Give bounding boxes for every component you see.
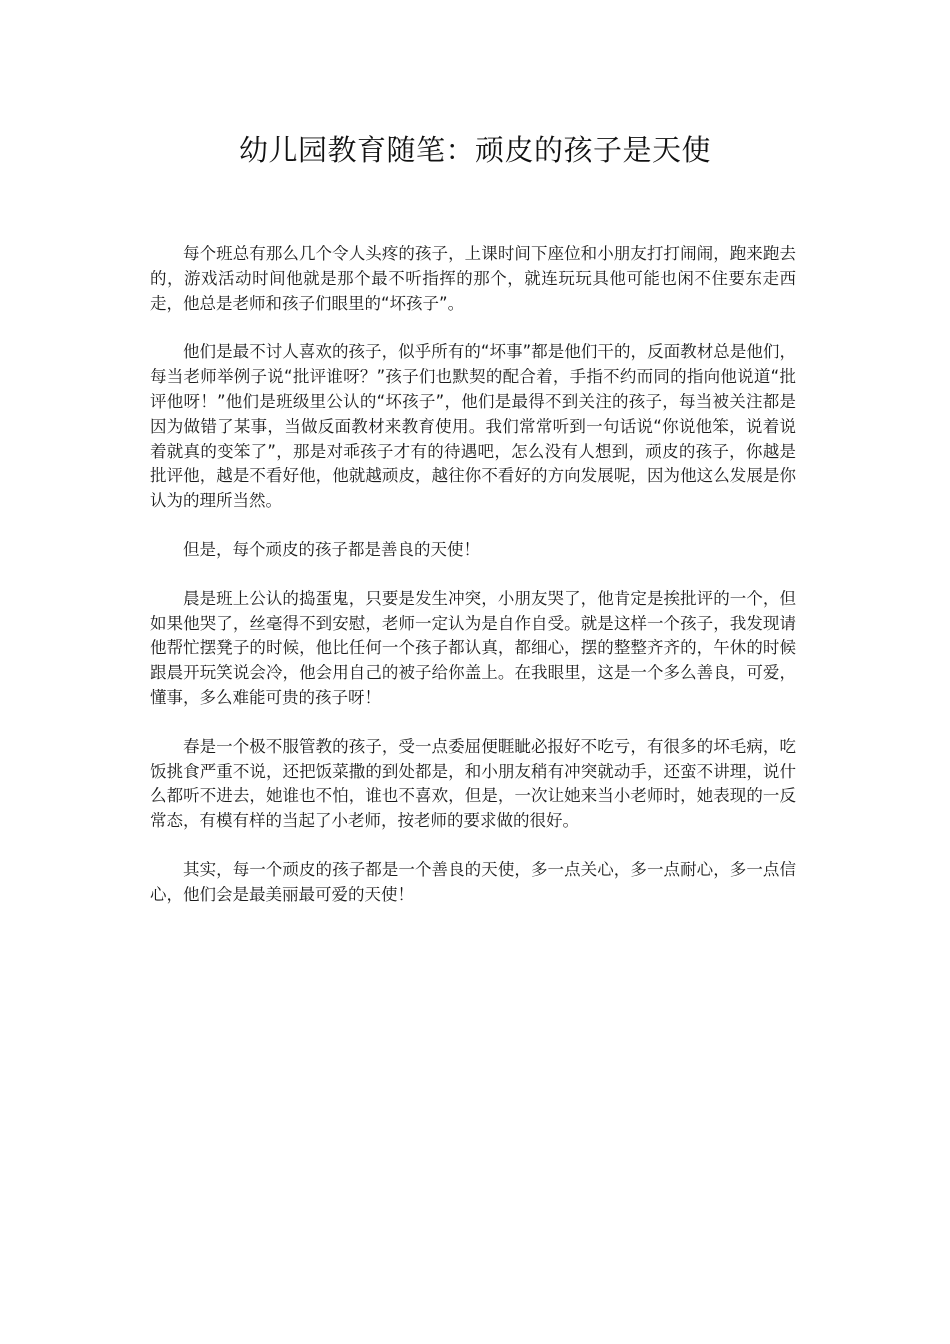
paragraph: 但是，每个顽皮的孩子都是善良的天使！: [183, 539, 480, 559]
document-body: [150, 242, 796, 932]
paragraph: 晨是班上公认的捣蛋鬼，只要是发生冲突，小朋友哭了，他肯定是挨批评的一个，但如果他哭了，丝毫得不到安慰，老师一定认为是自作自受。就是这样一个孩子，我发现请他帮忙摆凳子的时候，他比任何一个孩子都认真，都细心，摆的整整齐齐的，午休的时候跟晨开玩笑说会冷，他会用自己的被子给你盖上。在我眼里，这是一个多么善良，可爱，懂事，多么难能可贵的孩子呀！: [150, 588, 796, 707]
paragraph: 其实，每一个顽皮的孩子都是一个善良的天使，多一点关心，多一点耐心，多一点信心，他们会是最美丽最可爱的天使！: [150, 859, 796, 904]
paragraph: 每个班总有那么几个令人头疼的孩子，上课时间下座位和小朋友打打闹闹，跑来跑去的，游戏活动时间他就是那个最不听指挥的那个，就连玩玩具他可能也闲不住要东走西走，他总是老师和孩子们眼里的“坏孩子”。: [150, 244, 796, 313]
document-title: 幼儿园教育随笔：顽皮的孩子是天使: [238, 133, 711, 167]
paragraph: 春是一个极不服管教的孩子，受一点委屈便睚眦必报好不吃亏，有很多的坏毛病，吃饭挑食严重不说，还把饭菜撒的到处都是，和小朋友稍有冲突就动手，还蛮不讲理，说什么都听不进去，她谁也不怕，谁也不喜欢，但是，一次让她来当小老师时，她表现的一反常态，有模有样的当起了小老师，按老师的要求做的很好。: [150, 736, 796, 831]
paragraph: 他们是最不讨人喜欢的孩子，似乎所有的“坏事”都是他们干的，反面教材总是他们，每当老师举例子说“批评谁呀？”孩子们也默契的配合着，手指不约而同的指向他说道“批评他呀！”他们是班级里公认的“坏孩子”，他们是最得不到关注的孩子，每当被关注都是因为做错了某事，当做反面教材来教育使用。我们常常听到一句话说“你说他笨，说着说着就真的变笨了”，那是对乖孩子才有的待遇吧，怎么没有人想到，顽皮的孩子，你越是批评他，越是不看好他，他就越顽皮，越往你不看好的方向发展呢，因为他这么发展是你认为的理所当然。: [150, 342, 796, 511]
